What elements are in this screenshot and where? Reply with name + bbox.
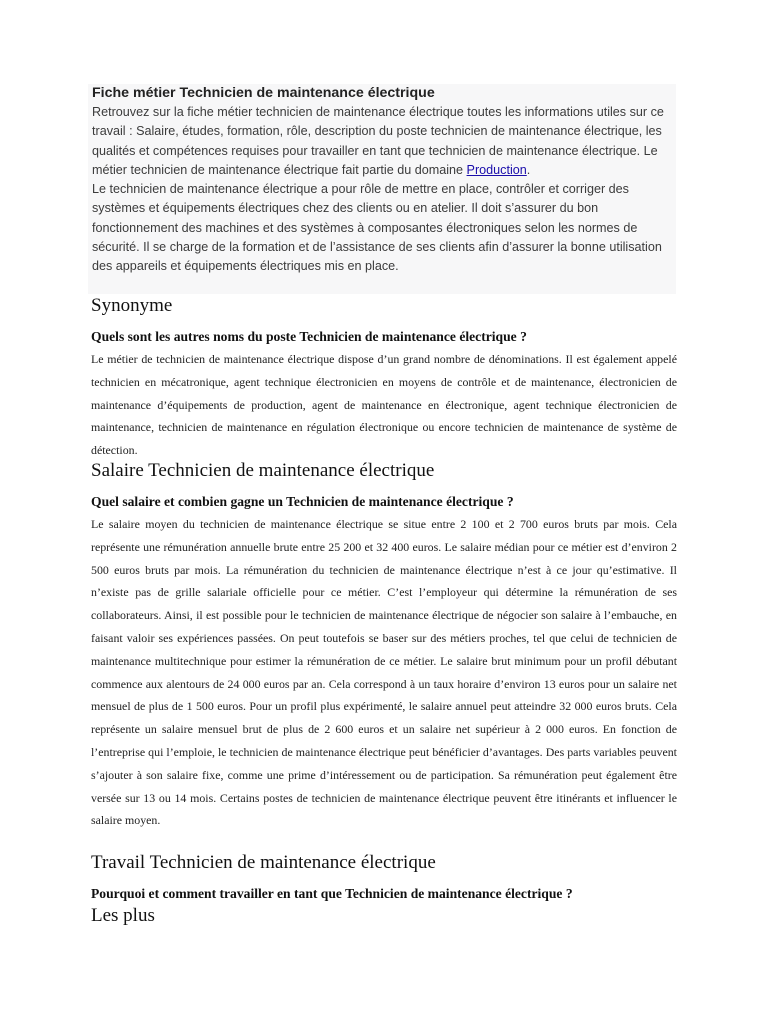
intro-paragraph — [92, 103, 676, 180]
travail-section — [91, 851, 677, 928]
salaire-text: Le salaire moyen du technicien de maintenance électrique se situe entre 2 100 et 2 700 euros bruts par mois. Cela représente une rémunération annuelle brute entre 25 200 et 32 400 euros. Le salaire médian pour ce métier est d’environ 2 500 euros bruts par mois. La rémunération du technicien de maintenance électrique n’est à ce jour qu’estimative. Il n’existe pas de grille salariale officielle pour ce métier. C’est l’employeur qui détermine la rémunération de ses collaborateurs. Ainsi, il est possible pour le technicien de maintenance électrique de négocier son salaire à l’embauche, en faisant valoir ses expériences passées. On peut toutefois se baser sur des métiers proches, tel que celui de technicien de maintenance multitechnique pour estimer la rémunération de ce métier. Le salaire brut minimum pour un profil débutant commence aux alentours de 24 000 euros par an. Cela correspond à un taux horaire d’environ 13 euros pour un salaire net mensuel de plus de 1 500 euros. Pour un profil plus expérimenté, le salaire annuel peut atteindre 32 000 euros bruts. Cela représente un salaire mensuel brut de plus de 2 600 euros et un salaire net supérieur à 2 000 euros. En fonction de l’entreprise qui l’emploie, le technicien de maintenance électrique peut bénéficier d’avantages. Des parts variables peuvent s’ajouter à son salaire fixe, comme une prime d’intéressement ou de participation. Sa rémunération peut également être versée sur 13 ou 14 mois. Certains postes de technicien de maintenance électrique peuvent être itinérants et influencer le salaire moyen. — [91, 517, 677, 828]
salaire-heading: Salaire Technicien de maintenance électrique — [91, 460, 435, 481]
intro-box — [88, 84, 676, 294]
travail-question: Pourquoi et comment travailler en tant que Technicien de maintenance électrique ? — [91, 886, 573, 901]
les-plus-heading: Les plus — [91, 905, 155, 926]
production-link[interactable]: Production — [466, 162, 527, 177]
synonyme-text: Le métier de technicien de maintenance électrique dispose d’un grand nombre de dénominations. Il est également appelé technicien en mécatronique, agent technique électronicien en moyens de contrôle et de maintenance, électronicien de maintenance d’équipements de production, agent de maintenance en électronique, agent technique électronicien de maintenance, technicien de maintenance en régulation électronique ou encore technicien de maintenance de système de détection. — [91, 352, 677, 458]
salaire-question: Quel salaire et combien gagne un Technicien de maintenance électrique ? — [91, 494, 514, 509]
synonyme-heading: Synonyme — [91, 295, 173, 316]
intro-paragraph-role: Le technicien de maintenance électrique a pour rôle de mettre en place, contrôler et corriger des systèmes et équipements électriques chez des clients ou en atelier. Il doit s’assurer du bon fonctionnement des machines et des systèmes à composantes électroniques selon les normes de sécurité. Il se charge de la formation et de l’assistance de ses clients afin d’assurer la bonne utilisation des appareils et équipements électriques mis en place. — [92, 182, 662, 274]
page-title: Fiche métier Technicien de maintenance électrique — [92, 85, 435, 101]
intro-text-before-link: Retrouvez sur la fiche métier technicien de maintenance électrique toutes les informations utiles sur ce travail : Salaire, études, formation, rôle, description du poste technicien de maintenance électrique, les qualités et compétences requises pour travailler en tant que technicien de maintenance électrique. Le métier technicien de maintenance électrique fait partie du domaine — [92, 105, 664, 177]
intro-text-after-link: . — [526, 162, 531, 177]
salaire-section — [91, 459, 677, 832]
synonyme-section — [91, 294, 677, 462]
travail-heading: Travail Technicien de maintenance électrique — [91, 852, 436, 873]
synonyme-question: Quels sont les autres noms du poste Technicien de maintenance électrique ? — [91, 329, 527, 344]
